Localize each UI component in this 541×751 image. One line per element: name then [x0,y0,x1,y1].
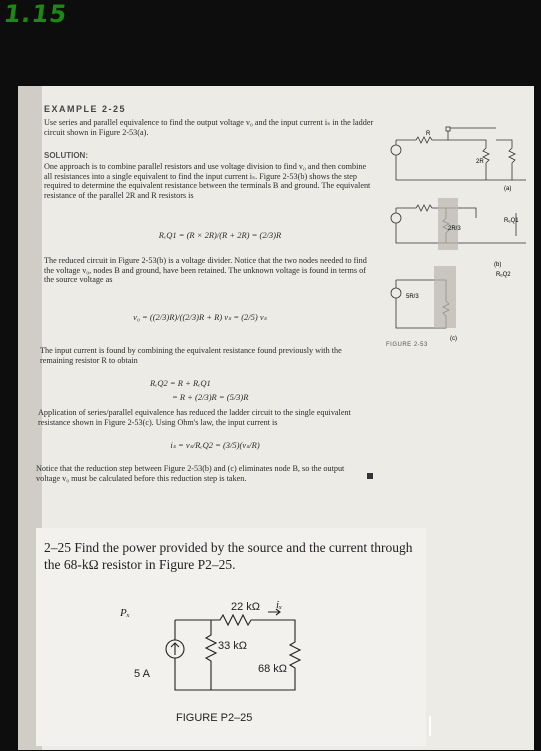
figure-p2-25-caption: FIGURE P2–25 [176,712,253,724]
solution-paragraph-3: The input current is found by combining the equivalent resistance found previously with the remaining resistor R to obtain [40,346,342,365]
solution-paragraph-4: Application of series/parallel equivalence has reduced the ladder circuit to the single equivalent resistance shown in Figure 2-53(c). Using Ohm's law, the input current is [38,408,351,427]
handwritten-problem-number: 1.15 [2,0,70,28]
solution-paragraph-2: The reduced circuit in Figure 2-53(b) is a voltage divider. Notice that the two nodes needed to find the voltage v₀, nodes B and ground, have been retained. The unknown voltage is found in terms of the source voltage as [44,256,367,284]
equation-is: iₛ = vₛ/RₑQ2 = (3/5)(vₛ/R) [170,440,260,450]
fig-label-5r3: 5R/3 [406,294,419,300]
label-source-5a: 5 A [134,668,150,680]
solution-paragraph-5: Notice that the reduction step between Figure 2-53(b) and (c) eliminates node B, so the output voltage v₀ must be calculated before this reduction step is taken. [36,464,345,483]
fig-sub-c: (c) [450,336,457,342]
fig-label-req1: RₑQ1 [504,218,519,224]
solution-paragraph-1: One approach is to combine parallel resistors and use voltage division to find v₀ and then combine all resistances into a single equivalent to find the input current iₛ. Figure 2-53(b) shows the step required to determine the equivalent resistance between the terminals B and ground. The equivalent resistance of the parallel 2R and R resistors is [44,162,371,200]
end-of-example-mark [367,473,373,479]
example-title: EXAMPLE 2-25 [44,104,127,114]
label-33k: 33 kΩ [218,640,248,652]
equation-req2-a: RₑQ2 = R + RₑQ1 [150,378,211,388]
text-cursor [429,716,431,736]
label-22k: 22 kΩ [231,601,261,613]
figure-2-53-caption: FIGURE 2-53 [386,342,428,348]
solution-heading: SOLUTION: [44,151,88,160]
fig-sub-b: (b) [494,262,502,268]
equation-vo: v₀ = ((2/3)R)/((2/3)R + R) vₛ = (2/5) vₛ [133,312,267,322]
problem-statement [44,539,424,573]
equation-req1: RₑQ1 = (R × 2R)/(R + 2R) = (2/3)R [158,230,282,240]
label-68k: 68 kΩ [258,663,288,675]
example-intro: Use series and parallel equivalence to find the output voltage v₀ and the input current iₛ in the ladder circuit shown in Figure 2-53(a). [44,118,374,137]
fig-sub-a: (a) [504,186,512,192]
fig-label-2r3: 2R/3 [448,226,461,232]
problem-number: 2–25 [44,540,71,555]
figure-2-53 [386,118,534,343]
problem-text: Find the power provided by the source and the current through the 68-kΩ resistor in Figure P2–25. [44,540,413,572]
fig-label-req2: RₑQ2 [496,272,511,278]
circuit-p2-25 [120,600,330,710]
fig-label-2r: 2R [476,159,484,165]
label-px: Pₓ [120,607,130,619]
equation-req2-b: = R + (2/3)R = (5/3)R [172,392,249,402]
fig-label-r: R [426,131,431,137]
label-ix: iₓ [276,600,283,611]
